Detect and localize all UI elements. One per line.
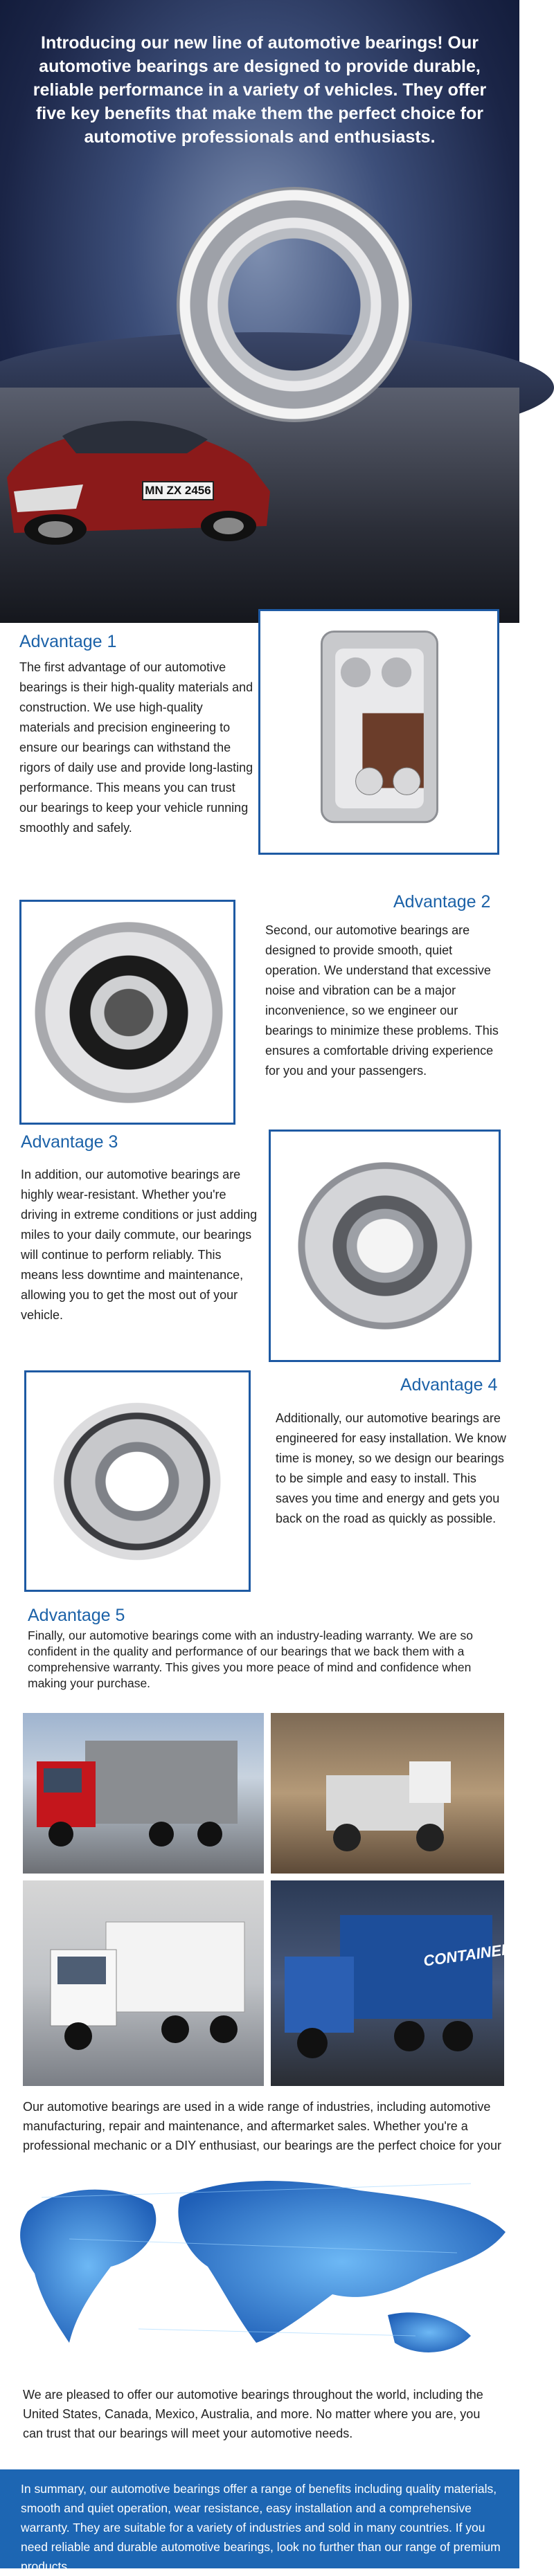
photo-white-truck	[23, 1880, 264, 2086]
bearing-cutaway-icon	[260, 611, 497, 853]
advantage-5-body: Finally, our automotive bearings come with an industry-leading warranty. We are so confident in the quality and performance of our bearings that we back them with a comprehensive warranty. This gives you more peace of mind and confidence when making your purchase.	[28, 1629, 473, 1690]
container-label: CONTAINER	[422, 1940, 514, 1970]
advantage-5-title: Advantage 5	[28, 1606, 125, 1625]
advantage-2-body: Second, our automotive bearings are designed to provide smooth, quiet operation. We understand that excessive noise and vibration can be a major inconvenience, so we engineer our bearings to minimize these problems. This ensures a comfortable driving experience for you and your passengers.	[265, 923, 499, 1078]
double-row-bearing-icon	[32, 919, 226, 1106]
advantage-3-image	[269, 1130, 501, 1362]
hero-banner	[0, 0, 519, 623]
world-map-icon	[0, 2156, 519, 2381]
hero-intro-text: Introducing our new line of automotive bearings! Our automotive bearings are designed to provide durable, reliable performance in a variety of vehicles. They offer five key benefits that make them the perfect choice for automotive professionals and enthusiasts.	[33, 33, 487, 147]
hero-bearing-image	[177, 187, 412, 422]
car-license-plate: MN ZX 2456	[142, 481, 214, 500]
hub-bearing-icon	[47, 1397, 227, 1566]
world-map-image	[0, 2156, 519, 2381]
advantage-1-title: Advantage 1	[19, 632, 117, 651]
hero-car-image	[0, 388, 277, 547]
worldwide-text: We are pleased to offer our automotive bearings throughout the world, including the United States, Canada, Mexico, Australia, and more. No matter where you are, you can trust that our bearings will meet your automotive needs.	[23, 2388, 483, 2440]
white-truck-icon	[23, 1880, 264, 2086]
industries-text: Our automotive bearings are used in a wide range of industries, including automotive manufacturing, repair and maintenance, and aftermarket sales. Whether you're a professional mechanic or a DIY enthusiast, our bearings are the perfect choice for your	[23, 2100, 502, 2152]
red-truck-icon	[23, 1713, 264, 1874]
dump-truck-icon	[271, 1713, 504, 1874]
advantage-4-title: Advantage 4	[400, 1375, 498, 1395]
advantage-2-title: Advantage 2	[393, 892, 491, 911]
photo-mining-truck	[271, 1713, 504, 1874]
advantage-2-image	[19, 900, 235, 1125]
advantage-1-image	[258, 609, 499, 855]
advantage-4-body: Additionally, our automotive bearings are engineered for easy installation. We know time is money, so we design our bearings to be simple and easy to install. This saves you time and energy and gets you back on the road as quickly as possible.	[276, 1411, 506, 1525]
summary-text: In summary, our automotive bearings offer a range of benefits including quality materials, smooth and quiet operation, wear resistance, easy installation and a comprehensive warranty. They are suitable for a variety of industries and sold in many countries. If you need reliable and durable automotive bearings, look no further than our range of premium products.	[21, 2482, 501, 2573]
wheel-bearing-icon	[295, 1159, 475, 1332]
summary-banner	[0, 2469, 519, 2573]
photo-red-truck	[23, 1713, 264, 1874]
advantage-4-image	[24, 1370, 251, 1592]
photo-container-truck	[271, 1880, 514, 2086]
advantage-3-title: Advantage 3	[21, 1132, 118, 1152]
advantage-3-body: In addition, our automotive bearings are highly wear-resistant. Whether you're driving in extreme conditions or just adding miles to your daily commute, our bearings will continue to perform reliably. This means less downtime and maintenance, allowing you to get the most out of your vehicle.	[21, 1168, 258, 1322]
container-truck-icon	[271, 1880, 504, 2086]
advantage-1-body: The first advantage of our automotive bearings is their high-quality materials and construction. We use high-quality materials and precision engineering to ensure our bearings can withstand the rigors of daily use and provide long-lasting performance. This means you can trust our bearings to keep your vehicle running smoothly and safely.	[19, 660, 253, 835]
